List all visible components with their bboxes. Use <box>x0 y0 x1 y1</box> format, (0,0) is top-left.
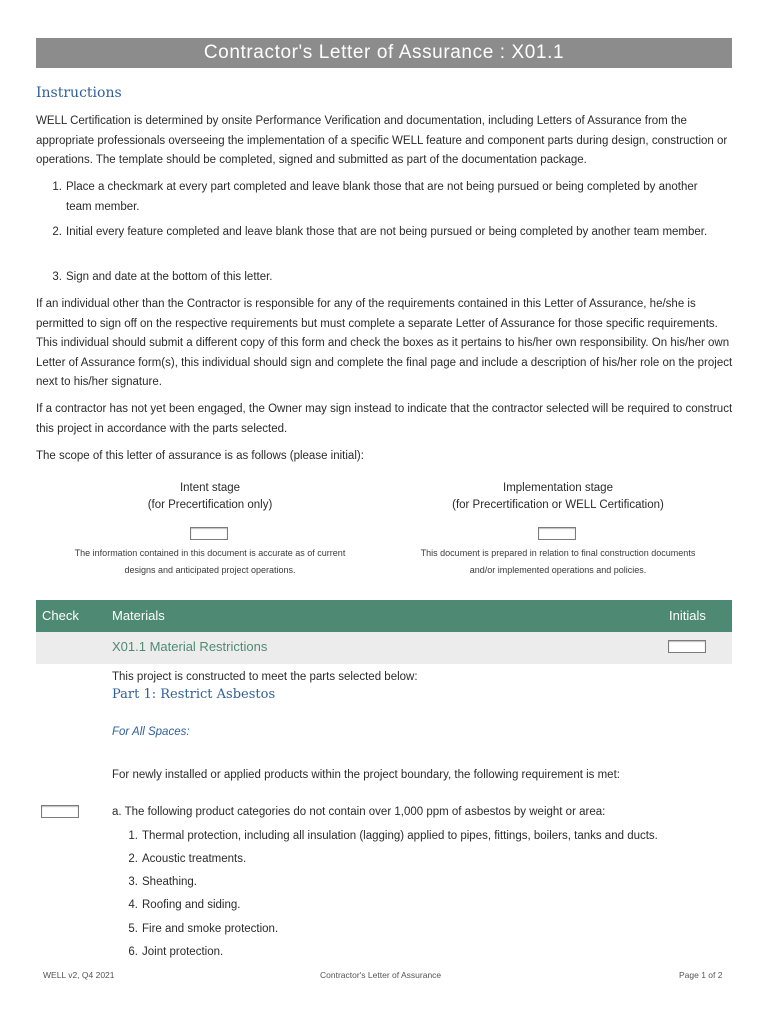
column-initials: Initials <box>669 608 706 623</box>
implementation-stage-subtitle: (for Precertification or WELL Certification) <box>452 499 664 511</box>
intent-stage-initial-box[interactable] <box>190 527 228 540</box>
step-number: 1. <box>52 181 62 193</box>
space-label: For All Spaces: <box>112 726 190 738</box>
materials-table-header <box>36 600 732 632</box>
product-category-item <box>122 873 722 893</box>
implementation-stage-title: Implementation stage <box>503 482 613 494</box>
category-number: 6. <box>128 946 138 958</box>
footer-version: WELL v2, Q4 2021 <box>43 970 115 980</box>
category-number: 2. <box>128 853 138 865</box>
product-category-item <box>122 827 722 847</box>
footer-doc-title: Contractor's Letter of Assurance <box>320 970 442 980</box>
instruction-step-3 <box>48 268 718 288</box>
category-text: Fire and smoke protection. <box>142 923 279 935</box>
part-1-heading: Part 1: Restrict Asbestos <box>112 687 276 702</box>
step-number: 2. <box>52 226 62 238</box>
product-category-item <box>122 920 722 940</box>
step-number: 3. <box>52 271 62 283</box>
product-category-item <box>122 943 722 963</box>
category-text: Roofing and siding. <box>142 899 241 911</box>
category-text: Joint protection. <box>142 946 224 958</box>
feature-row-x01-1 <box>36 632 732 664</box>
intent-stage-title: Intent stage <box>179 482 241 494</box>
category-number: 3. <box>128 876 138 888</box>
project-intro-text: This project is constructed to meet the parts selected below: <box>112 671 418 683</box>
scope-paragraph: The scope of this letter of assurance is as follows (please initial): <box>36 450 364 462</box>
column-materials: Materials <box>112 608 165 623</box>
part-1-check-box[interactable] <box>41 805 79 818</box>
category-number: 5. <box>128 923 138 935</box>
implementation-note-line-2: and/or implemented operations and policies. <box>469 564 647 575</box>
category-text: Thermal protection, including all insulation (lagging) applied to pipes, fittings, boilers, tanks and ducts. <box>142 830 658 842</box>
category-number: 4. <box>128 899 138 911</box>
document-title: Contractor's Letter of Assurance : X01.1 <box>36 38 732 68</box>
intent-note-line-2: designs and anticipated project operations. <box>124 564 296 575</box>
implementation-stage-note <box>388 545 728 578</box>
feature-initials-box[interactable] <box>668 640 706 653</box>
requirement-item-a: a. The following product categories do not contain over 1,000 ppm of asbestos by weight or area: <box>112 806 606 818</box>
column-check: Check <box>42 608 79 623</box>
individual-paragraph: If an individual other than the Contractor is responsible for any of the requirements contained in this Letter of Assurance, he/she is permitted to sign off on the respective requirements but must complete a separate Letter of Assurance for those specific requirements. This individual should submit a different copy of this form and check the boxes as it pertains to his/her own responsibility. On his/her own Letter of Assurance form(s), this individual should sign and complete the final page and include a description of his/her role on the project next to his/her signature. <box>36 298 733 389</box>
instruction-step-2 <box>48 223 718 243</box>
implementation-note-line-1: This document is prepared in relation to final construction documents <box>420 548 696 558</box>
requirement-text: For newly installed or applied products within the project boundary, the following requirement is met: <box>112 769 620 781</box>
implementation-stage-initial-box[interactable] <box>538 527 576 540</box>
intent-stage-subtitle: (for Precertification only) <box>147 499 273 511</box>
step-text: Place a checkmark at every part completed and leave blank those that are not being pursued or being completed by another team member. <box>66 181 698 213</box>
instruction-step-1 <box>48 178 718 217</box>
category-text: Acoustic treatments. <box>142 853 247 865</box>
intent-note-line-1: The information contained in this document is accurate as of current <box>74 548 346 558</box>
step-text: Initial every feature completed and leave blank those that are not being pursued or being completed by another team member. <box>66 226 708 238</box>
instructions-heading: Instructions <box>36 85 122 101</box>
product-category-item <box>122 850 722 870</box>
category-number: 1. <box>128 830 138 842</box>
intent-stage-note <box>40 545 380 578</box>
instructions-intro: WELL Certification is determined by onsite Performance Verification and documentation, including Letters of Assurance from the appropriate professionals overseeing the implementation of a specific WELL feature and component parts during design, construction or operations. The template should be completed, signed and submitted as part of the documentation package. <box>36 115 728 167</box>
intent-stage-label <box>40 480 380 514</box>
step-text: Sign and date at the bottom of this letter. <box>66 271 273 283</box>
implementation-stage-label <box>388 480 728 514</box>
product-category-item <box>122 896 722 916</box>
owner-paragraph: If a contractor has not yet been engaged, the Owner may sign instead to indicate that the contractor selected will be required to construct this project in accordance with the parts selected. <box>36 403 733 435</box>
category-text: Sheathing. <box>142 876 197 888</box>
feature-name: X01.1 Material Restrictions <box>112 639 268 654</box>
footer-page-number: Page 1 of 2 <box>679 970 723 980</box>
